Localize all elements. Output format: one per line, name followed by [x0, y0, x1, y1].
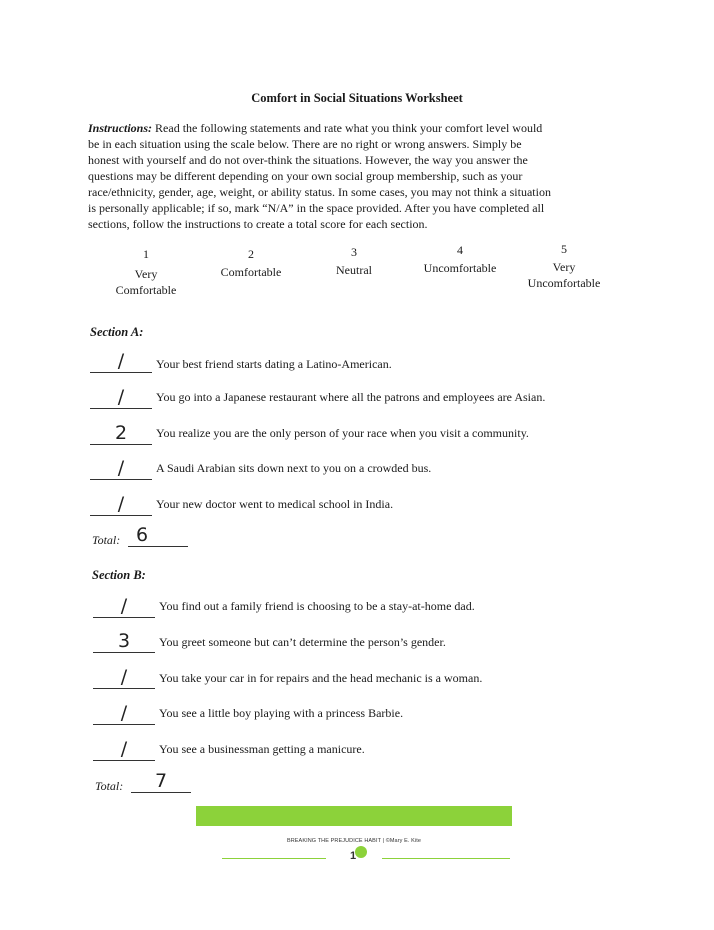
answer-field[interactable] [93, 595, 155, 618]
handwritten-total: 6 [136, 524, 149, 546]
answer-field[interactable] [93, 738, 155, 761]
statement-text: Your new doctor went to medical school in India. [156, 497, 394, 511]
footer-divider-left [222, 858, 326, 859]
handwritten-answer: / [117, 457, 125, 479]
instructions-line: race/ethnicity, gender, age, weight, or ability status. In some cases, you may not think a situation [88, 185, 551, 199]
footer-divider-right [382, 858, 510, 859]
page-number: 1 [349, 850, 357, 862]
section-a-heading: Section A: [90, 325, 144, 339]
handwritten-answer: / [117, 350, 125, 372]
statement-text: You find out a family friend is choosing to be a stay-at-home dad. [159, 599, 475, 613]
worksheet-title: Comfort in Social Situations Worksheet [251, 91, 463, 105]
instructions-line: is personally applicable; if so, mark “N/A” in the space provided. After you have completed all [88, 201, 545, 215]
handwritten-answer: / [120, 595, 128, 617]
scale-label: Very [552, 260, 576, 274]
scale-label: Comfortable [115, 283, 177, 297]
scale-label: Comfortable [220, 265, 282, 279]
statement-text: Your best friend starts dating a Latino-American. [156, 357, 392, 371]
instructions-line: honest with yourself and do not over-think the situations. However, the way you answer the [88, 153, 528, 167]
scale-label: Very [134, 267, 158, 281]
scale-option-3 [322, 244, 386, 278]
scale-option-2 [208, 246, 294, 280]
instructions-lead: Instructions: [88, 121, 153, 135]
footer-credit: BREAKING THE PREJUDICE HABIT | ©Mary E. Kite [286, 838, 422, 844]
instructions-line: questions may be different depending on your own social group membership, such as your [88, 169, 523, 183]
scale-label: Uncomfortable [423, 261, 497, 275]
scale-number: 5 [561, 242, 567, 256]
instructions-paragraph [88, 120, 628, 232]
answer-field[interactable] [90, 350, 152, 373]
instructions-line: be in each situation using the scale below. There are no right or wrong answers. Simply be [88, 137, 522, 151]
scale-number: 3 [351, 245, 357, 259]
handwritten-total: 7 [155, 770, 168, 792]
scale-number: 4 [457, 243, 463, 257]
scale-option-1 [104, 246, 188, 298]
statement-text: You realize you are the only person of your race when you visit a community. [156, 426, 529, 440]
scale-label: Neutral [336, 263, 372, 277]
instructions-line: sections, follow the instructions to create a total score for each section. [88, 217, 428, 231]
statement-text: You greet someone but can’t determine the person’s gender. [159, 635, 446, 649]
scale-number: 2 [248, 247, 254, 261]
statement-text: You go into a Japanese restaurant where all the patrons and employees are Asian. [156, 390, 546, 404]
handwritten-answer: 2 [114, 422, 128, 444]
answer-field[interactable] [90, 493, 152, 516]
statement-text: You take your car in for repairs and the head mechanic is a woman. [159, 671, 483, 685]
handwritten-answer: / [117, 493, 125, 515]
handwritten-answer: / [120, 702, 128, 724]
handwritten-answer: 3 [117, 630, 131, 652]
section-b-total-field[interactable] [131, 770, 191, 793]
answer-field[interactable] [90, 422, 152, 445]
scale-number: 1 [143, 247, 149, 261]
answer-field[interactable] [90, 386, 152, 409]
scale-label: Uncomfortable [527, 276, 601, 290]
statement-text: A Saudi Arabian sits down next to you on a crowded bus. [156, 461, 432, 475]
statement-text: You see a little boy playing with a princess Barbie. [159, 706, 404, 720]
section-a-total-field[interactable] [128, 524, 188, 547]
handwritten-answer: / [117, 386, 125, 408]
answer-field[interactable] [93, 630, 155, 653]
scale-option-5 [516, 241, 612, 291]
section-a-total-label: Total: [92, 533, 121, 547]
handwritten-answer: / [120, 738, 128, 760]
section-b-total-label: Total: [95, 779, 124, 793]
statement-text: You see a businessman getting a manicure. [159, 742, 365, 756]
answer-field[interactable] [93, 702, 155, 725]
footer-accent-bar [196, 806, 512, 826]
answer-field[interactable] [90, 457, 152, 480]
instructions-line: Read the following statements and rate what you think your comfort level would [152, 121, 543, 135]
answer-field[interactable] [93, 666, 155, 689]
handwritten-answer: / [120, 666, 128, 688]
scale-option-4 [412, 242, 508, 276]
section-b-heading: Section B: [92, 568, 146, 582]
